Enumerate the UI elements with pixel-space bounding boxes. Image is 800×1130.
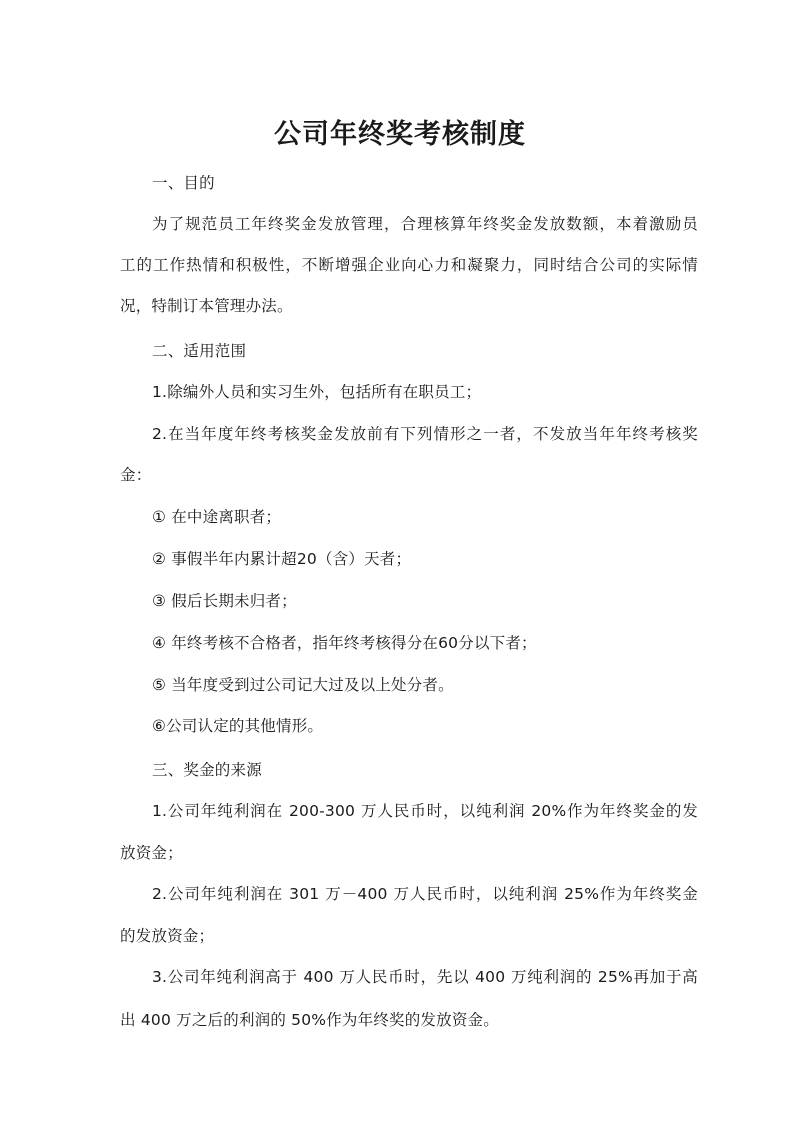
- section-2-item-2-line-2: 金：: [120, 466, 152, 484]
- section-2-subitem-6: ⑥公司认定的其他情形。: [152, 717, 324, 735]
- section-3-item-1-line-1: 1.公司年纯利润在 200-300 万人民币时，以纯利润 20%作为年终奖金的发: [152, 802, 698, 820]
- section-3-item-3-line-2: 出 400 万之后的利润的 50%作为年终奖的发放资金。: [120, 1011, 499, 1029]
- section-2-subitem-3: ③ 假后长期未归者；: [152, 592, 297, 610]
- section-1-para-line-3: 况，特制订本管理办法。: [120, 297, 293, 315]
- section-3-item-2-line-1: 2.公司年纯利润在 301 万－400 万人民币时，以纯利润 25%作为年终奖金: [152, 885, 698, 903]
- section-3-heading: 三、奖金的来源: [152, 761, 262, 779]
- document-title: 公司年终奖考核制度: [274, 119, 526, 150]
- section-2-item-1: 1.除编外人员和实习生外，包括所有在职员工；: [152, 383, 482, 401]
- section-3-item-1-line-2: 放资金；: [120, 844, 183, 862]
- section-2-item-2-line-1: 2.在当年度年终考核奖金发放前有下列情形之一者，不发放当年年终考核奖: [152, 425, 698, 443]
- section-1-heading: 一、目的: [152, 174, 215, 192]
- section-1-para-line-1: 为了规范员工年终奖金发放管理，合理核算年终奖金发放数额，本着激励员: [152, 215, 698, 233]
- section-2-subitem-4: ④ 年终考核不合格者，指年终考核得分在60分以下者；: [152, 634, 537, 652]
- section-3-item-3-line-1: 3.公司年纯利润高于 400 万人民币时，先以 400 万纯利润的 25%再加于高: [152, 968, 698, 986]
- section-3-item-2-line-2: 的发放资金；: [120, 927, 215, 945]
- section-2-subitem-2: ② 事假半年内累计超20（含）天者；: [152, 550, 412, 568]
- section-1-para-line-2: 工的工作热情和积极性，不断增强企业向心力和凝聚力，同时结合公司的实际情: [120, 256, 698, 274]
- section-2-heading: 二、适用范围: [152, 342, 247, 360]
- section-2-subitem-5: ⑤ 当年度受到过公司记大过及以上处分者。: [152, 676, 454, 694]
- section-2-subitem-1: ① 在中途离职者；: [152, 508, 282, 526]
